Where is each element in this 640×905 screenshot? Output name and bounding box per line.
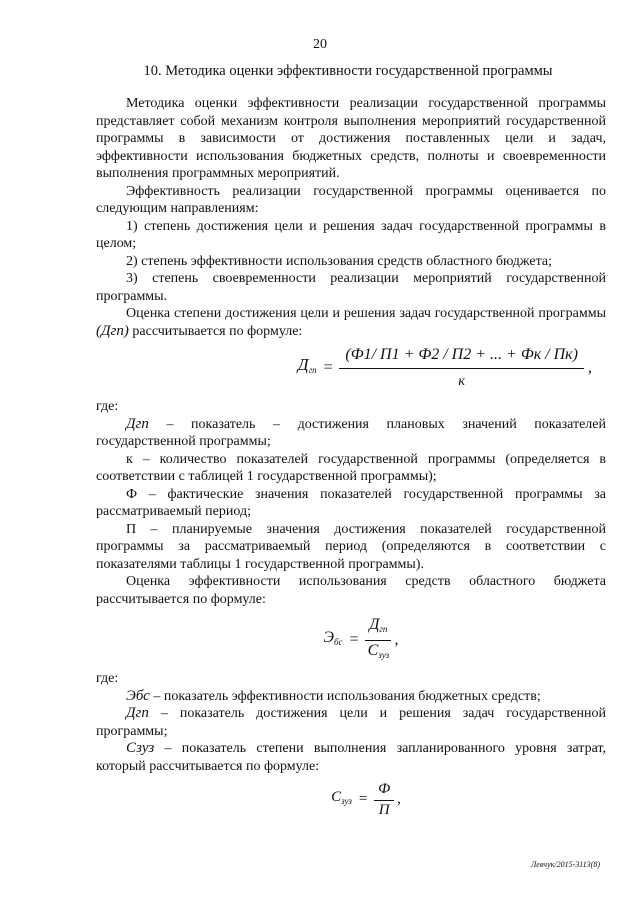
- formula2-tail: ,: [394, 631, 399, 649]
- definition-p: П – планируемые значения достижения показателей государственной программы за рассматриваемый период (определяются в соответствии с показателями таблицы 1 государственной программы).: [96, 521, 606, 572]
- formula2-eq: =: [348, 631, 360, 649]
- definition-dgp-text: – показатель – достижения плановых значений показателей государственной программы;: [96, 416, 606, 449]
- formula1-fraction: [339, 346, 584, 390]
- list-item-3: 3) степень своевременности реализации мероприятий государственной программы.: [96, 271, 606, 304]
- paragraph-budget-assessment: Оценка эффективности использования средств областного бюджета рассчитывается по формуле:: [96, 574, 606, 607]
- definition-ebs-text: – показатель эффективности использования бюджетных средств;: [153, 688, 541, 704]
- formula1-lhs: $Д_{гп}$: [297, 355, 317, 376]
- where-label-1: где:: [96, 399, 119, 414]
- formula2-numerator: $Д_{гп}$: [365, 616, 391, 641]
- paragraph-goal-end: рассчитывается по формуле:: [132, 323, 303, 339]
- formula1-denominator: к: [458, 373, 465, 389]
- document-footer-code: Левчук/2015-3113(8): [530, 860, 600, 869]
- formula3-denominator: П: [378, 801, 390, 818]
- formula2-denominator: $С_{зуз}$: [367, 641, 390, 660]
- symbol-dgp-2: Дгп: [126, 705, 149, 721]
- paragraph-directions: Эффективность реализации государственной программы оценивается по следующим направлениям:: [96, 183, 606, 216]
- formula1-tail: ,: [588, 359, 592, 377]
- definition-dgp: [96, 416, 606, 451]
- definition-szuz-text: – показатель степени выполнения запланированного уровня затрат, который рассчитывается по формуле:: [96, 741, 607, 774]
- definition-k: к – количество показателей государственной программы (определяется в соответствии с таблицей 1 государственной программы);: [96, 451, 606, 484]
- symbol-ebs: Эбс: [126, 687, 150, 704]
- list-item-2: 2) степень эффективности использования средств областного бюджета;: [126, 253, 552, 269]
- formula-cost-level: [96, 781, 606, 819]
- formula3-tail: ,: [397, 791, 401, 808]
- document-body: [96, 95, 606, 819]
- list-item-1: 1) степень достижения цели и решения задач государственной программы в целом;: [96, 218, 606, 251]
- definition-dgp-2: [96, 705, 606, 740]
- where-label-2: где:: [96, 671, 119, 686]
- formula2-fraction: [365, 616, 391, 664]
- page-number: 20: [313, 37, 327, 52]
- formula1-numerator: (Ф1/ П1 + Ф2 / П2 + ... + Фк / Пк): [339, 346, 584, 369]
- symbol-dgp: (Дгп): [96, 322, 129, 339]
- definition-dgp-2-text: – показатель достижения цели и решения задач государственной программы;: [96, 706, 607, 739]
- formula-budget-efficiency: [96, 616, 606, 664]
- formula3-fraction: [374, 781, 394, 819]
- definition-ebs: [96, 688, 606, 706]
- formula3-lhs: $С_{зуз}$: [331, 789, 352, 807]
- paragraph-goal-start: Оценка степени достижения цели и решения задач государственной программы: [126, 306, 606, 321]
- section-title: 10. Методика оценки эффективности государственной программы: [143, 63, 553, 79]
- symbol-szuz: Сзуз: [126, 740, 155, 756]
- formula-goal-achievement: [96, 346, 606, 390]
- formula3-eq: =: [357, 791, 369, 808]
- symbol-dgp-def: Дгп: [126, 415, 149, 432]
- paragraph-goal-assessment: [96, 305, 606, 340]
- definition-f: Ф – фактические значения показателей государственной программы за рассматриваемый период;: [96, 486, 606, 519]
- formula2-lhs: $Э_{бс}$: [323, 628, 343, 647]
- formula1-eq: =: [322, 359, 334, 377]
- formula3-numerator: Ф: [374, 781, 394, 801]
- definition-szuz: [96, 740, 606, 775]
- paragraph-intro: Методика оценки эффективности реализации государственной программы представляет собой механизм контроля выполнения мероприятий государственной программы в зависимости от достижения поставленных цели и задач, эффективности использования бюджетных средств, полноты и своевременности выполнения программных мероприятий.: [96, 96, 606, 181]
